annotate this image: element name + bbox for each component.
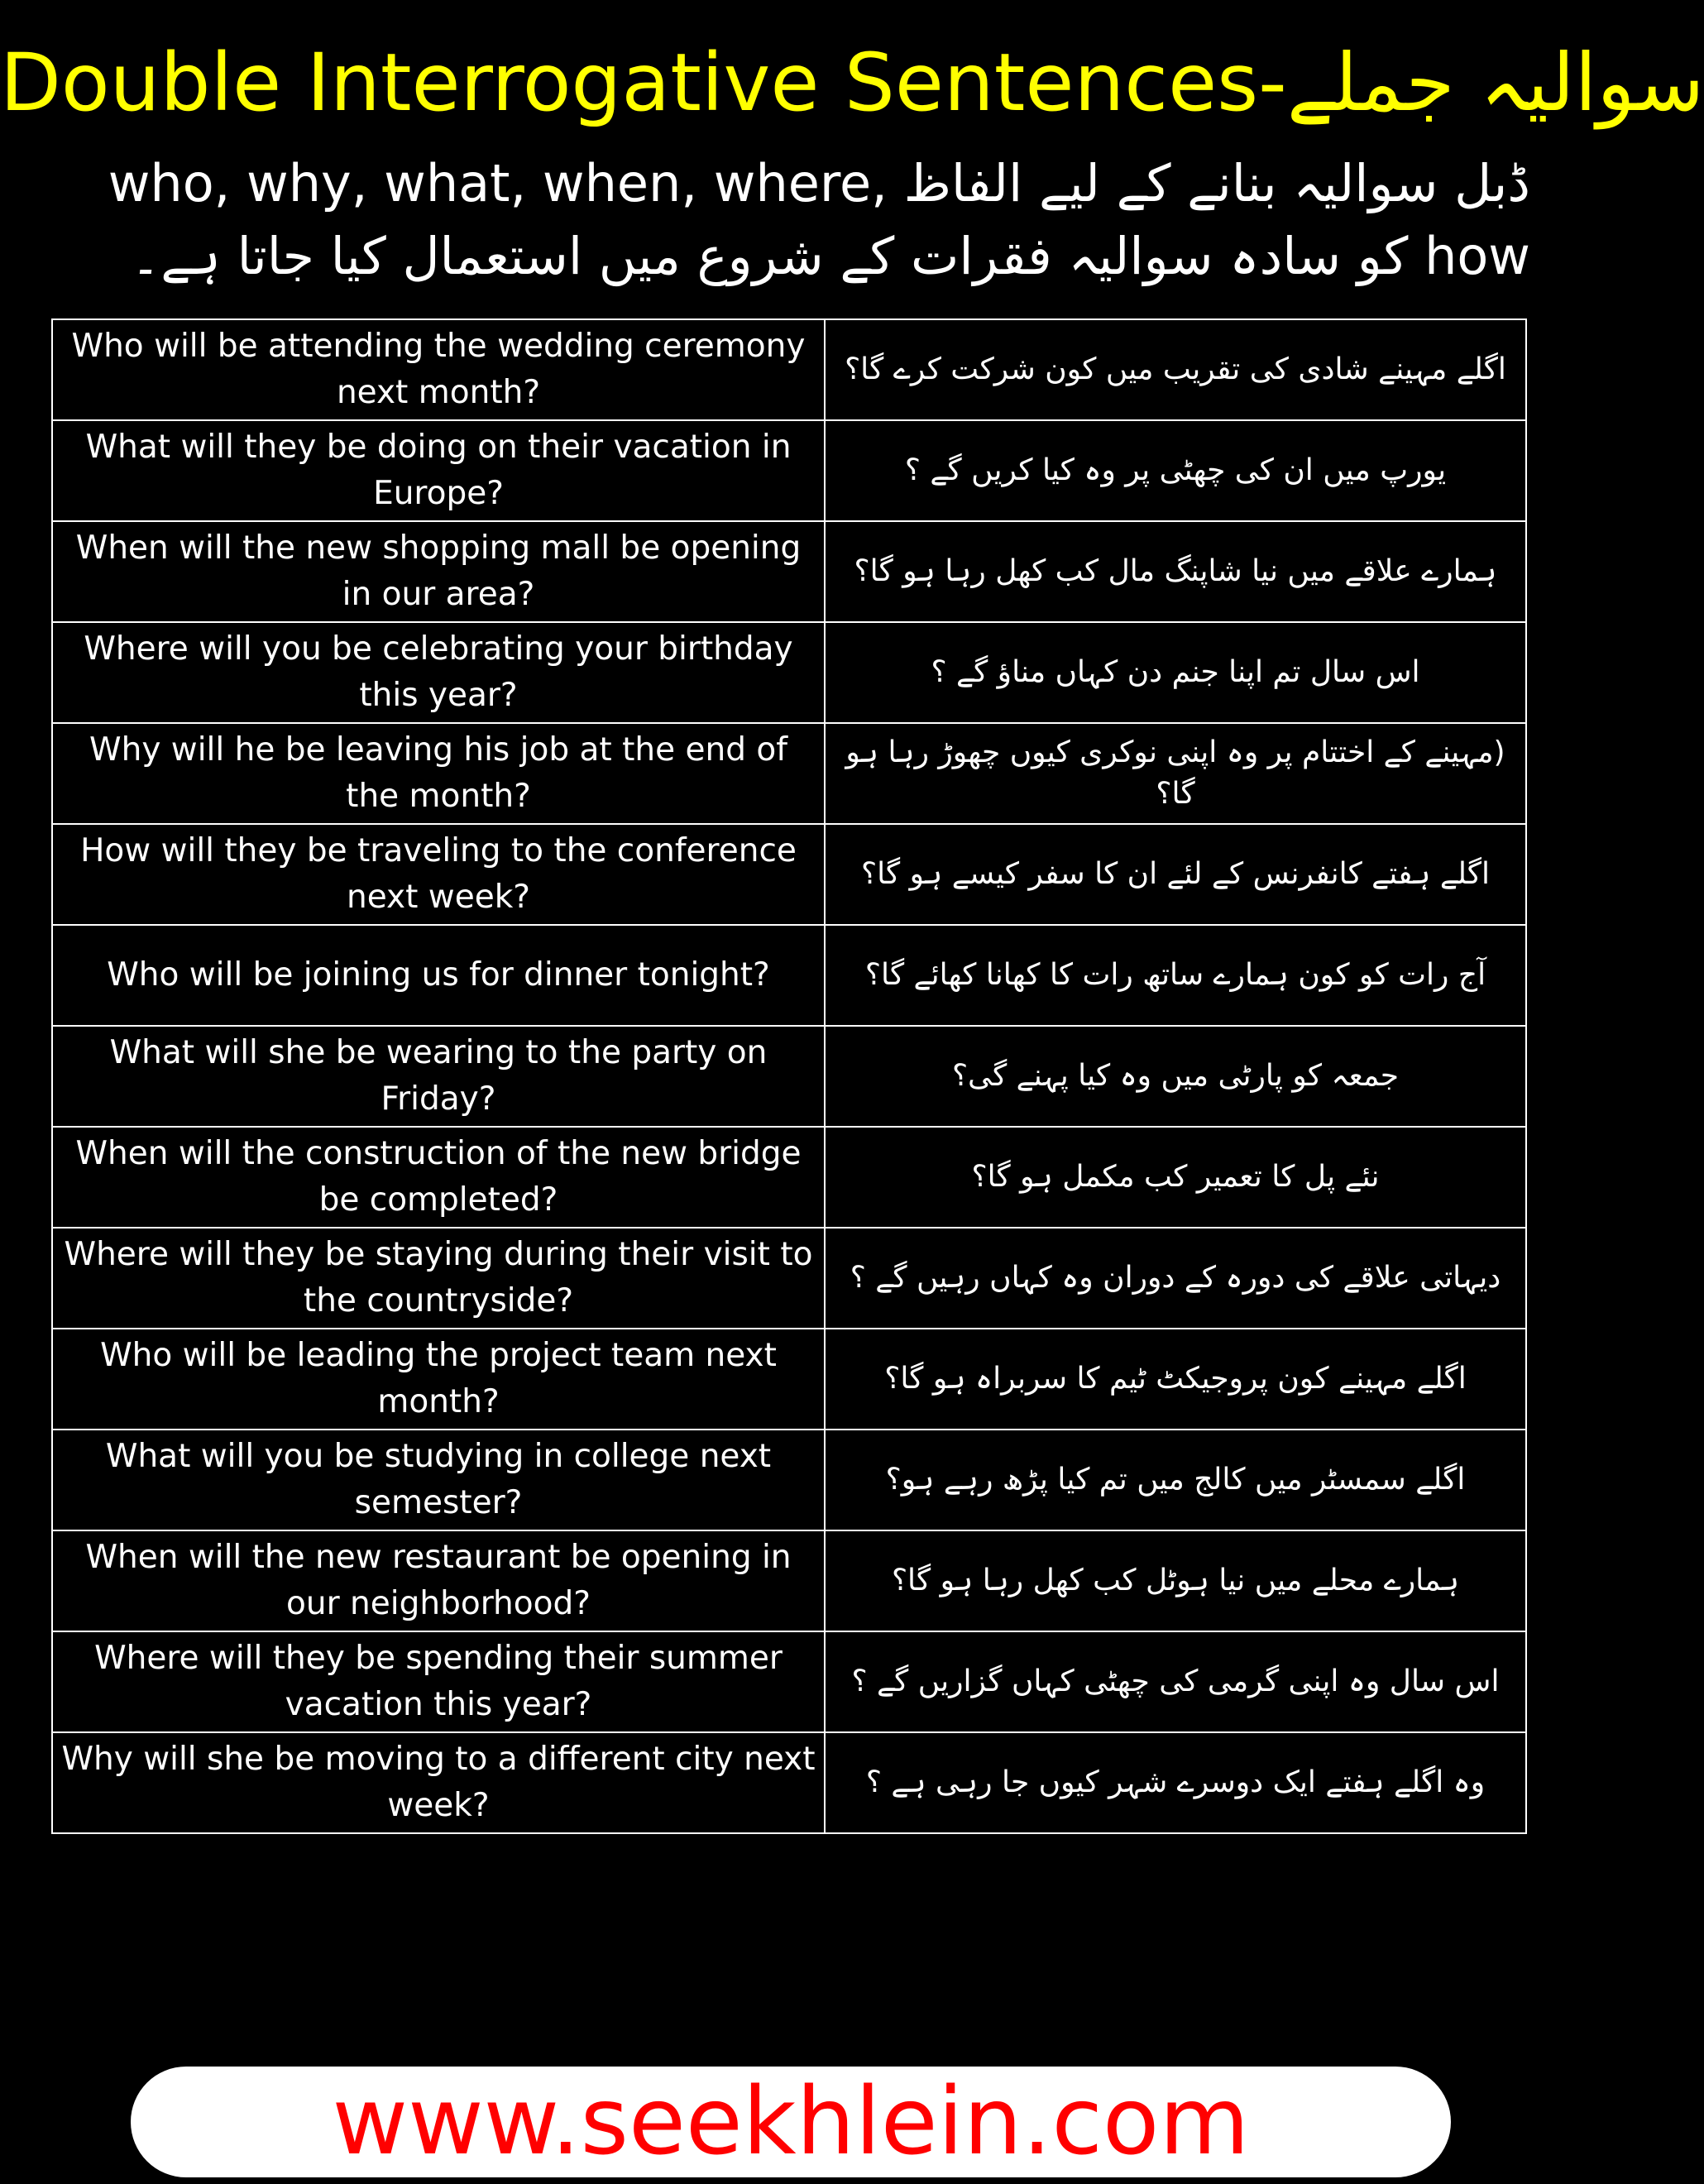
english-sentence: Who will be leading the project team next month?	[52, 1329, 825, 1430]
urdu-translation: نئے پل کا تعمیر کب مکمل ہو گا؟	[825, 1127, 1526, 1228]
english-sentence: Why will she be moving to a different city next week?	[52, 1732, 825, 1833]
urdu-translation: دیہاتی علاقے کی دورہ کے دوران وہ کہاں رہیں گے ؟	[825, 1228, 1526, 1329]
english-sentence: What will you be studying in college next semester?	[52, 1430, 825, 1530]
english-sentence: When will the construction of the new bridge be completed?	[52, 1127, 825, 1228]
table-row	[52, 1631, 1526, 1732]
table-row	[52, 1127, 1526, 1228]
intro-question-words: who, why, what, when, where, how	[108, 153, 1530, 286]
table-row	[52, 1430, 1526, 1530]
english-sentence: Who will be joining us for dinner tonight?	[52, 925, 825, 1026]
title-urdu: سوالیہ جملے	[1286, 36, 1704, 129]
urdu-translation: اگلے سمسٹر میں کالج میں تم کیا پڑھ رہے ہو؟	[825, 1430, 1526, 1530]
urdu-translation: اگلے مہینے شادی کی تقریب میں کون شرکت کرے گا؟	[825, 319, 1526, 420]
table-row	[52, 521, 1526, 622]
urdu-translation: وہ اگلے ہفتے ایک دوسرے شہر کیوں جا رہی ہے ؟	[825, 1732, 1526, 1833]
urdu-translation: اس سال وہ اپنی گرمی کی چھٹی کہاں گزاریں گے ؟	[825, 1631, 1526, 1732]
english-sentence: When will the new shopping mall be opening in our area?	[52, 521, 825, 622]
table-row	[52, 622, 1526, 723]
urdu-translation: آج رات کو کون ہمارے ساتھ رات کا کھانا کھائے گا؟	[825, 925, 1526, 1026]
intro-urdu-end: کو سادہ سوالیہ فقرات کے شروع میں استعمال کیا جاتا ہے۔	[130, 226, 1409, 286]
sentences-table	[51, 318, 1527, 1834]
table-row	[52, 1732, 1526, 1833]
english-sentence: Where will you be celebrating your birthday this year?	[52, 622, 825, 723]
urdu-translation: (مہینے کے اختتام پر وہ اپنی نوکری کیوں چھوڑ رہا ہو گا؟	[825, 723, 1526, 824]
english-sentence: Who will be attending the wedding ceremony next month?	[52, 319, 825, 420]
table-row	[52, 1228, 1526, 1329]
english-sentence: What will she be wearing to the party on Friday?	[52, 1026, 825, 1127]
urdu-translation: اگلے ہفتے کانفرنس کے لئے ان کا سفر کیسے ہو گا؟	[825, 824, 1526, 925]
urdu-translation: اس سال تم اپنا جنم دن کہاں مناؤ گے ؟	[825, 622, 1526, 723]
table-row	[52, 723, 1526, 824]
intro-urdu-start: ڈبل سوالیہ بنانے کے لیے الفاظ	[903, 153, 1530, 213]
urdu-translation: اگلے مہینے کون پروجیکٹ ٹیم کا سربراہ ہو گا؟	[825, 1329, 1526, 1430]
table-row	[52, 1026, 1526, 1127]
title-english: Double Interrogative Sentences-	[0, 36, 1287, 129]
page-title	[0, 33, 1704, 132]
english-sentence: What will they be doing on their vacation in Europe?	[52, 420, 825, 521]
english-sentence: Where will they be spending their summer vacation this year?	[52, 1631, 825, 1732]
urdu-translation: یورپ میں ان کی چھٹی پر وہ کیا کریں گے ؟	[825, 420, 1526, 521]
website-banner[interactable]	[131, 2067, 1451, 2177]
english-sentence: Why will he be leaving his job at the end of the month?	[52, 723, 825, 824]
urdu-translation: ہمارے محلے میں نیا ہوٹل کب کھل رہا ہو گا؟	[825, 1530, 1526, 1631]
urdu-translation: ہمارے علاقے میں نیا شاپنگ مال کب کھل رہا ہو گا؟	[825, 521, 1526, 622]
table-row	[52, 925, 1526, 1026]
english-sentence: When will the new restaurant be opening in our neighborhood?	[52, 1530, 825, 1631]
urdu-translation: جمعہ کو پارٹی میں وہ کیا پہنے گی؟	[825, 1026, 1526, 1127]
table-row	[52, 1530, 1526, 1631]
table-row	[52, 824, 1526, 925]
table-row	[52, 319, 1526, 420]
english-sentence: How will they be traveling to the conference next week?	[52, 824, 825, 925]
table-row	[52, 420, 1526, 521]
english-sentence: Where will they be staying during their visit to the countryside?	[52, 1228, 825, 1329]
website-url[interactable]: www.seekhlein.com	[332, 2068, 1250, 2176]
table-row	[52, 1329, 1526, 1430]
intro-text	[17, 147, 1530, 293]
sentences-table-body	[52, 319, 1526, 1833]
